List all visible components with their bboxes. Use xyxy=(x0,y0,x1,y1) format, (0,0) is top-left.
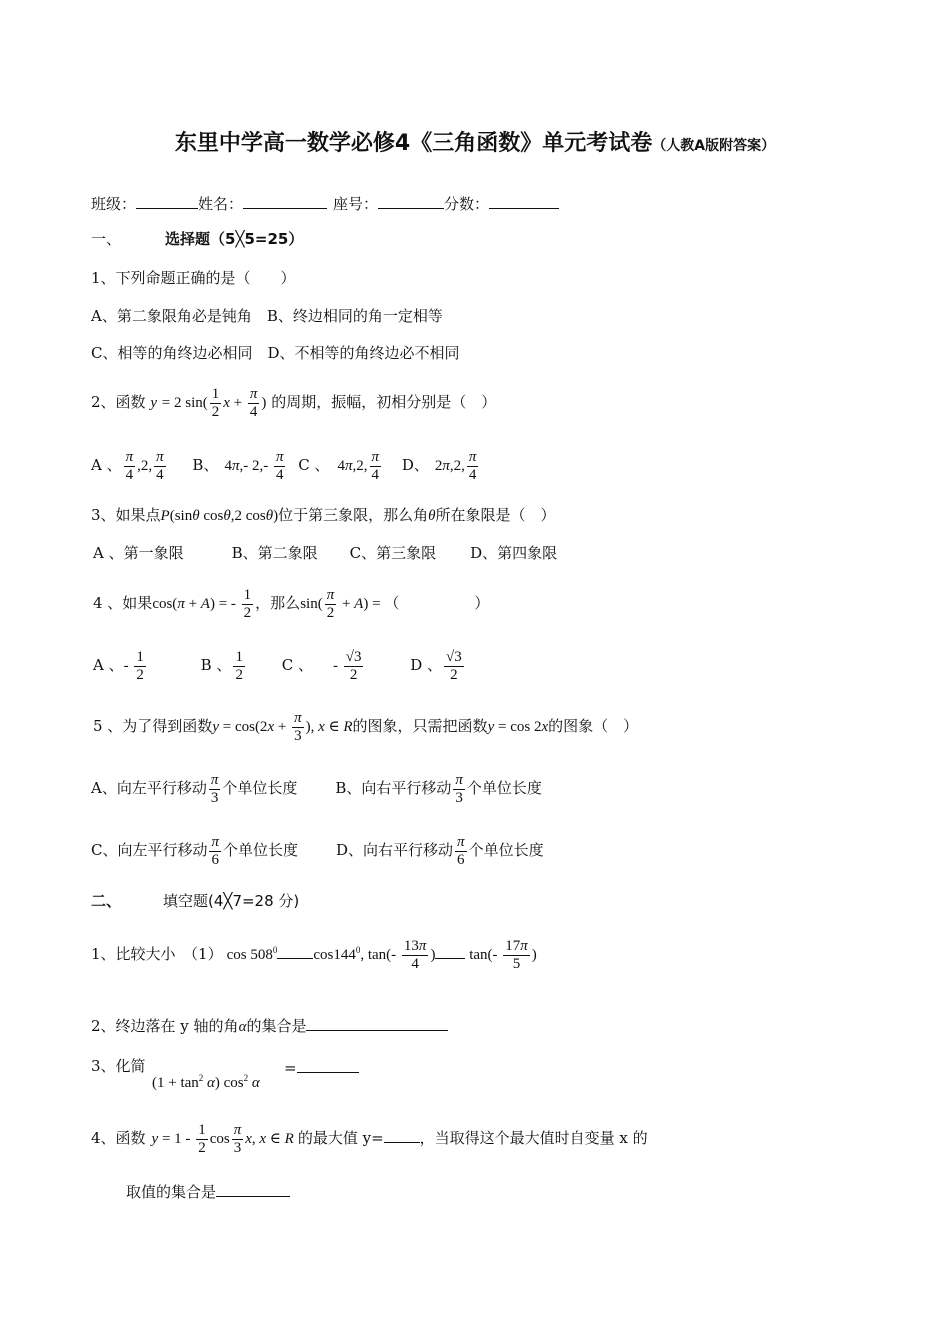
q2-suffix: 的周期，振幅，初相分别是（ ） xyxy=(271,393,497,411)
fill3-equals: = xyxy=(284,1059,297,1077)
exam-title-sub: （人教A版附答案） xyxy=(652,138,776,154)
q5-option-d-unit: 个单位长度 xyxy=(468,841,544,859)
q5-suffix: 的图象（ ） xyxy=(548,717,639,735)
q3-option-d: D、第四象限 xyxy=(470,544,558,562)
seat-label: 座号： xyxy=(333,195,379,213)
q2-prefix: 2、函数 xyxy=(91,393,146,411)
q3-prefix: 3、如果点 xyxy=(91,506,161,524)
q1-options-ab: A、第二象限角必是钝角 B、终边相同的角一定相等 xyxy=(91,307,443,325)
fill4-middle: 的最大值 y= xyxy=(297,1129,384,1147)
name-label: 姓名： xyxy=(198,195,244,213)
q4-suffix: （ ） xyxy=(384,594,490,612)
fill3-expression: $(1 + \tan^2 \alpha)$ $\cos^2 \alpha$ xyxy=(152,1073,260,1091)
fill1-blank-2[interactable] xyxy=(435,944,465,959)
q3-stem: 3、如果点P(sinθ cosθ,2 cosθ)位于第三象限，那么角θ所在象限是（ ） xyxy=(91,506,556,524)
q3-option-b: B、第二象限 xyxy=(231,544,318,562)
fill3-line xyxy=(91,1056,146,1076)
score-label: 分数： xyxy=(444,195,490,213)
q5-option-c-prefix: C、向左平行移动 xyxy=(91,841,208,859)
fill3-prefix: 3、化简 xyxy=(91,1057,146,1075)
score-blank[interactable] xyxy=(489,194,559,209)
fill2-prefix: 2、终边落在 y 轴的角 xyxy=(91,1017,239,1035)
q5-option-c-unit: 个单位长度 xyxy=(223,841,299,859)
q5-option-a-unit: 个单位长度 xyxy=(222,779,298,797)
q1-options-cd: C、相等的角终边必相同 D、不相等的角终边必不相同 xyxy=(91,344,460,362)
seat-blank[interactable] xyxy=(378,194,444,209)
q5-options-ab: A、向左平行移动 $\frac{\pi}{3}$ 个单位长度 B、向右平行移动 $\frac{\pi}{3}$ 个单位长度 xyxy=(91,771,542,806)
fill2-suffix: 的集合是 xyxy=(246,1017,307,1035)
q1-stem: 1、下列命题正确的是（ ） xyxy=(91,269,296,287)
q4-stem: 4 、如果cos(π + A) = - $\frac{1}{2}$ ，那么sin( $\frac{\pi}{2}$ + A) = （ ） xyxy=(93,586,490,621)
q4-prefix: 4 、如果 xyxy=(93,594,153,612)
q5-option-b-unit: 个单位长度 xyxy=(466,779,542,797)
fill1-blank-1[interactable] xyxy=(277,944,313,959)
name-blank[interactable] xyxy=(243,194,327,209)
q3-suffix: 所在象限是（ ） xyxy=(435,506,556,524)
q5-middle: 的图象，只需把函数 xyxy=(352,717,488,735)
q5-prefix: 5 、为了得到函数 xyxy=(93,717,213,735)
section1-number: 一、 xyxy=(91,230,122,248)
q3-options xyxy=(93,543,557,563)
fill1-line: 1、比较大小 （1） $\cos 508^0$ $\cos 144^0$, tan(- $\frac{13\pi}{4}$ ) tan(- $\frac{17\pi}{5}$ ) xyxy=(91,937,537,972)
class-blank[interactable] xyxy=(136,194,198,209)
exam-title-main: 东里中学高一数学必修4《三角函数》单元考试卷 xyxy=(174,131,653,156)
student-info-line xyxy=(91,194,559,214)
section2-heading xyxy=(91,891,299,911)
exam-title xyxy=(0,126,950,157)
fill2-blank[interactable] xyxy=(306,1016,448,1031)
fill2-line: 2、终边落在 y 轴的角α的集合是 xyxy=(91,1016,448,1037)
fill4-line2-text: 取值的集合是 xyxy=(126,1183,217,1201)
section2-number: 二、 xyxy=(91,892,122,910)
q5-option-d-prefix: D、向右平行移动 xyxy=(336,841,454,859)
q3-option-a: A 、第一象限 xyxy=(93,544,184,562)
q4-option-c-label: C 、 xyxy=(281,656,313,674)
q2-option-a-label: A 、 xyxy=(91,456,122,474)
fill4-suffix: ，当取得这个最大值时自变量 x 的 xyxy=(419,1129,648,1147)
q5-option-b-prefix: B、向右平行移动 xyxy=(335,779,452,797)
q2-option-d-label: D、 xyxy=(401,456,429,474)
q4-middle: ，那么 xyxy=(255,594,301,612)
q3-middle: 位于第三象限，那么角 xyxy=(278,506,429,524)
section2-title: 填空题(4╳7=28 分) xyxy=(163,892,300,910)
fill4-blank-max[interactable] xyxy=(384,1128,420,1143)
q4-option-d-label: D 、 xyxy=(410,656,443,674)
q2-option-c-label: C 、 xyxy=(298,456,330,474)
class-label: 班级： xyxy=(91,195,137,213)
q5-option-a-prefix: A、向左平行移动 xyxy=(91,779,207,797)
fill4-line: 4、函数 y = 1 - $\frac{1}{2}$ cos $\frac{\pi}{3}$ x, x ∈ R 的最大值 y= ，当取得这个最大值时自变量 x 的 xyxy=(91,1121,648,1156)
fill1-prefix: 1、比较大小 （1） xyxy=(91,945,223,963)
q3-option-c: C、第三象限 xyxy=(349,544,437,562)
q2-options: A 、 $\frac{\pi}{4}$ ,2, $\frac{\pi}{4}$ B、 4π,- 2,- $\frac{\pi}{4}$ C 、 4π,2, $\frac{\pi}{4}$ D、 2π,2, $\frac{\pi}{4}$ xyxy=(91,448,477,483)
q4-options: A 、- $\frac{1}{2}$ B 、 $\frac{1}{2}$ C 、 - $\frac{√3}{2}$ D 、 $\frac{√3}{2}$ xyxy=(93,648,462,683)
q4-option-a-label: A 、 xyxy=(93,656,124,674)
fill3-answer xyxy=(284,1058,359,1078)
q2-option-b-label: B、 xyxy=(192,456,219,474)
fill3-blank[interactable] xyxy=(297,1058,359,1073)
fill4-blank-set[interactable] xyxy=(216,1182,290,1197)
q5-stem: 5 、为了得到函数y = cos(2x + $\frac{\pi}{3}$ ), x ∈ R的图象，只需把函数y = cos 2x的图象（ ） xyxy=(93,709,639,744)
q2-stem: 2、函数 y = 2 sin( $\frac{1}{2}$ x + $\frac{\pi}{4}$ ) 的周期，振幅，初相分别是（ ） xyxy=(91,385,497,420)
q5-options-cd: C、向左平行移动 $\frac{\pi}{6}$ 个单位长度 D、向右平行移动 $\frac{\pi}{6}$ 个单位长度 xyxy=(91,833,544,868)
fill4-line2 xyxy=(126,1182,290,1202)
section1-heading xyxy=(91,229,303,249)
q4-option-b-label: B 、 xyxy=(200,656,232,674)
fill4-prefix: 4、函数 xyxy=(91,1129,146,1147)
section1-title: 选择题（5╳5=25） xyxy=(165,230,304,248)
